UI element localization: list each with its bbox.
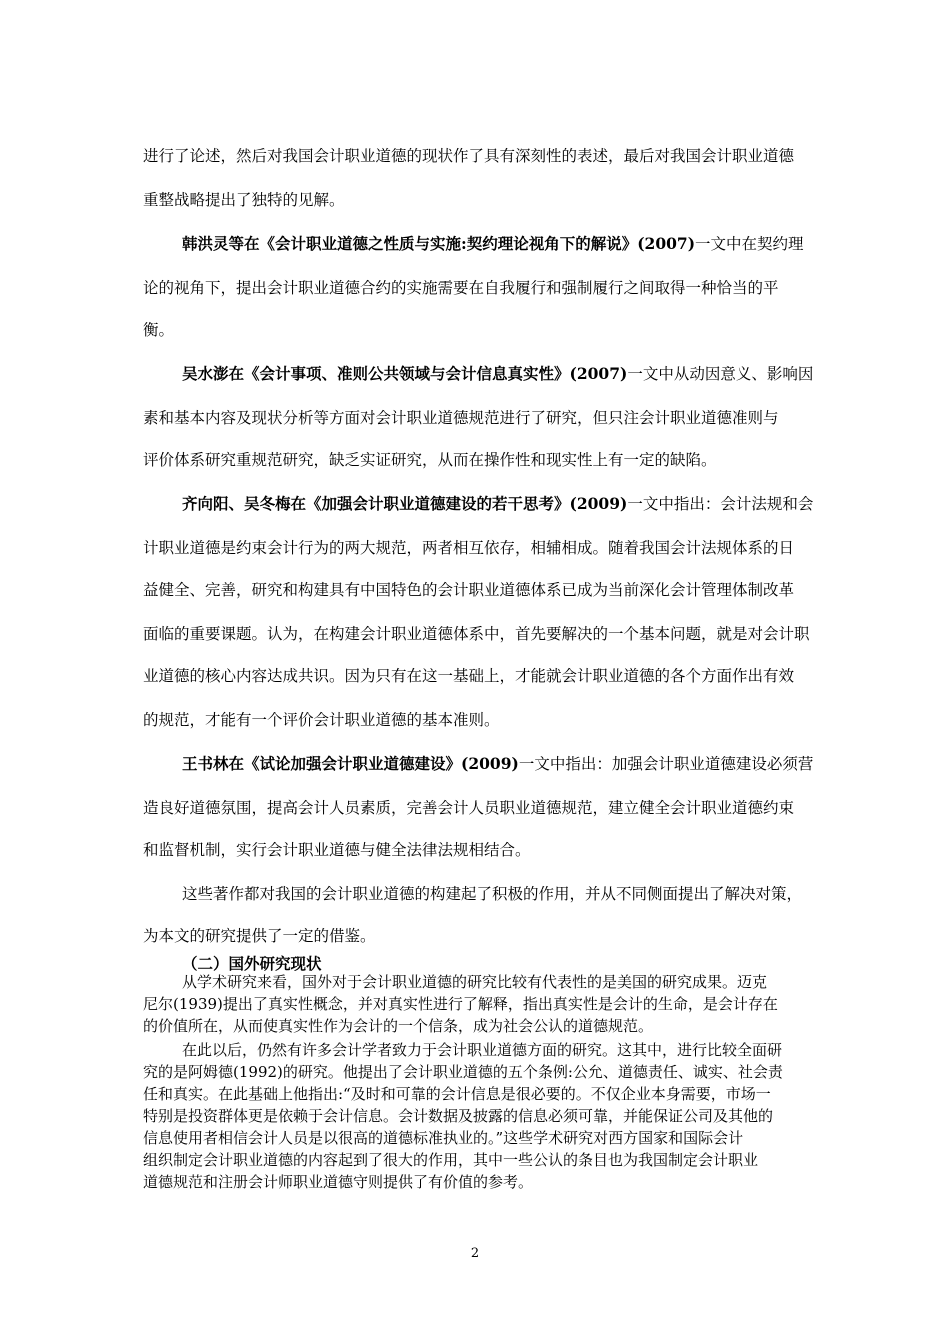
text-line bbox=[182, 234, 811, 254]
text-line: 计职业道德是约束会计行为的两大规范，两者相互依存，相辅相成。随着我国会计法规体系的日 bbox=[143, 539, 795, 557]
text-line: 评价体系研究重规范研究，缺乏实证研究，从而在操作性和现实性上有一定的缺陷。 bbox=[143, 451, 717, 469]
text-line: 信息使用者相信会计人员是以很高的道德标准执业的。”这些学术研究对西方国家和国际会计 bbox=[143, 1129, 744, 1147]
text-line: 和监督机制，实行会计职业道德与健全法律法规相结合。 bbox=[143, 841, 531, 859]
text-line: 素和基本内容及现状分析等方面对会计职业道德规范进行了研究，但只注会计职业道德准则与 bbox=[143, 409, 779, 427]
text-line: 尼尔(1939)提出了真实性概念，并对真实性进行了解释，指出真实性是会计的生命，是会计存在 bbox=[143, 995, 778, 1013]
text-line: 从学术研究来看，国外对于会计职业道德的研究比较有代表性的是美国的研究成果。迈克 bbox=[182, 973, 768, 991]
text-line: 这些著作都对我国的会计职业道德的构建起了积极的作用，并从不同侧面提出了解决对策， bbox=[182, 885, 803, 903]
text-line: 为本文的研究提供了一定的借鉴。 bbox=[143, 927, 376, 945]
text-line: 益健全、完善，研究和构建具有中国特色的会计职业道德体系已成为当前深化会计管理体制改革 bbox=[143, 581, 795, 599]
citation-lead: 吴水澎在《会计事项、准则公共领域与会计信息真实性》(2007) bbox=[182, 364, 628, 383]
text-line: 进行了论述，然后对我国会计职业道德的现状作了具有深刻性的表述，最后对我国会计职业道德 bbox=[143, 147, 795, 165]
text-line bbox=[182, 364, 814, 384]
text-line: 究的是阿姆德(1992)的研究。他提出了会计职业道德的五个条例:公允、道德责任、诚实、社会责 bbox=[143, 1063, 783, 1081]
text-line: 造良好道德氛围，提高会计人员素质，完善会计人员职业道德规范，建立健全会计职业道德约束 bbox=[143, 799, 795, 817]
text-line: 任和真实。在此基础上他指出:“及时和可靠的会计信息是很必要的。不仅企业本身需要，市场一 bbox=[143, 1085, 771, 1103]
text-line: 重整战略提出了独特的见解。 bbox=[143, 191, 345, 209]
citation-lead: 韩洪灵等在《会计职业道德之性质与实施:契约理论视角下的解说》(2007) bbox=[182, 234, 696, 253]
citation-lead: 王书林在《试论加强会计职业道德建设》(2009) bbox=[182, 754, 519, 773]
text-line: 的规范，才能有一个评价会计职业道德的基本准则。 bbox=[143, 711, 500, 729]
section-heading: （二）国外研究现状 bbox=[182, 954, 322, 973]
text-span: 一文中从动因意义、影响因 bbox=[627, 365, 814, 383]
text-line: 衡。 bbox=[143, 321, 175, 339]
text-span: 一文中在契约理 bbox=[695, 235, 804, 253]
text-line bbox=[182, 754, 814, 774]
text-span: 一文中指出：会计法规和会 bbox=[627, 495, 814, 513]
text-line: 在此以后，仍然有许多会计学者致力于会计职业道德方面的研究。这其中，进行比较全面研 bbox=[182, 1041, 783, 1059]
text-line: 业道德的核心内容达成共识。因为只有在这一基础上，才能就会计职业道德的各个方面作出有效 bbox=[143, 667, 795, 685]
page-number: 2 bbox=[470, 1246, 480, 1261]
text-line: 论的视角下，提出会计职业道德合约的实施需要在自我履行和强制履行之间取得一种恰当的平 bbox=[143, 279, 779, 297]
text-line: 特别是投资群体更是依赖于会计信息。会计数据及披露的信息必须可靠，并能保证公司及其他的 bbox=[143, 1107, 774, 1125]
text-line bbox=[182, 494, 814, 514]
text-line: 面临的重要课题。认为，在构建会计职业道德体系中，首先要解决的一个基本问题，就是对会计职 bbox=[143, 625, 810, 643]
citation-lead: 齐向阳、吴冬梅在《加强会计职业道德建设的若干思考》(2009) bbox=[182, 494, 628, 513]
text-line: 道德规范和注册会计师职业道德守则提供了有价值的参考。 bbox=[143, 1173, 534, 1191]
text-span: 一文中指出：加强会计职业道德建设必须营 bbox=[518, 755, 814, 773]
text-line: 的价值所在，从而使真实性作为会计的一个信条，成为社会公认的道德规范。 bbox=[143, 1017, 654, 1035]
text-line: 组织制定会计职业道德的内容起到了很大的作用，其中一些公认的条目也为我国制定会计职业 bbox=[143, 1151, 759, 1169]
